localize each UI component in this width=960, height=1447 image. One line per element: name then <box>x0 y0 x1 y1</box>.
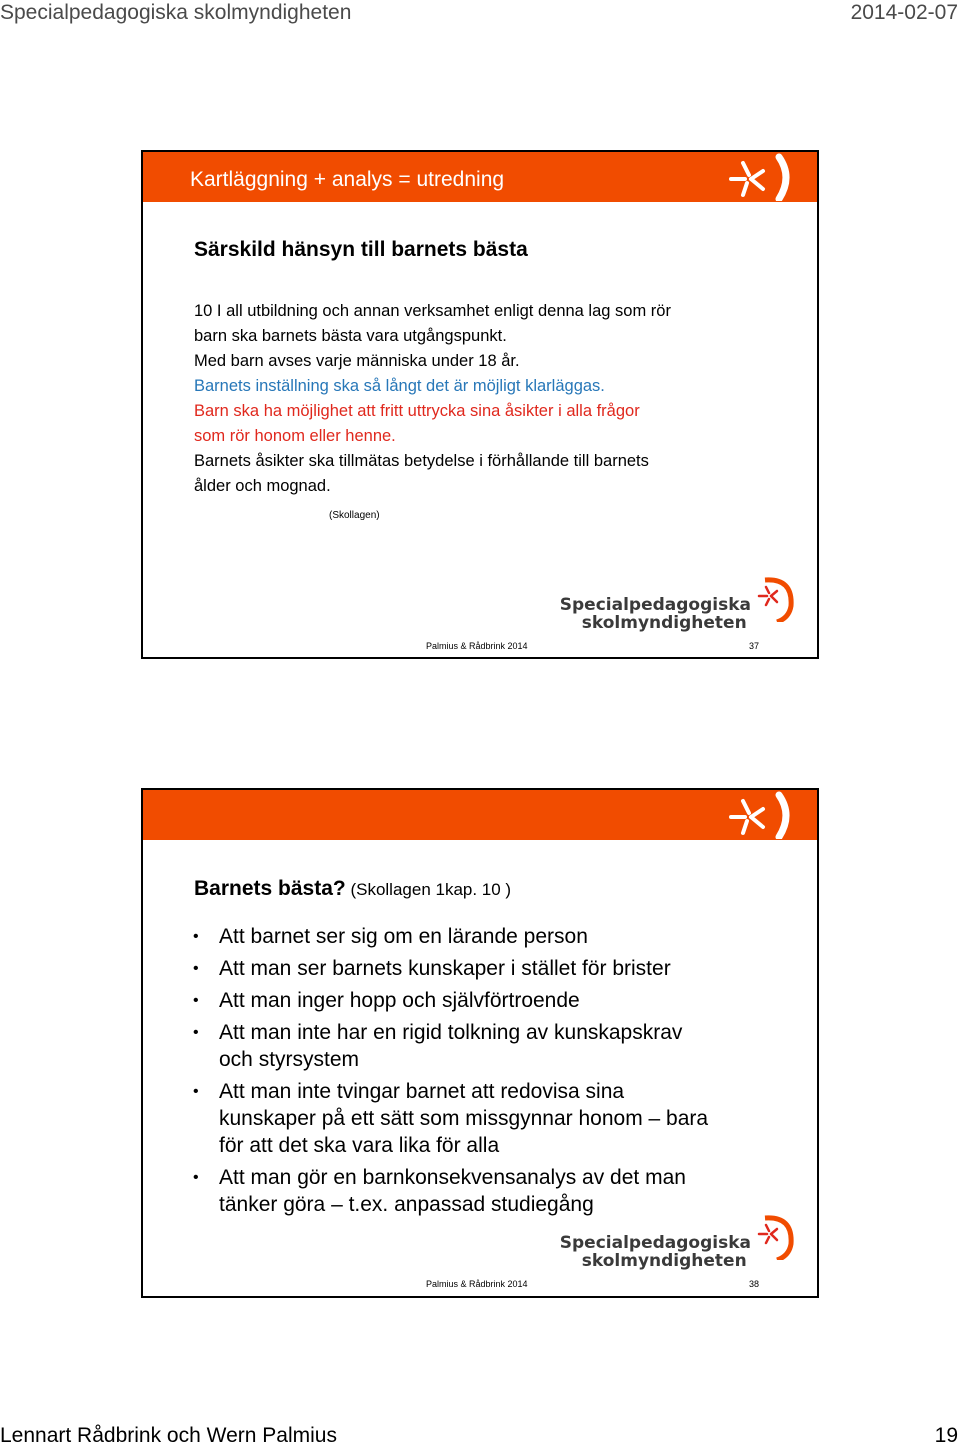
list-item <box>190 955 770 982</box>
highlight-red-line: Barn ska ha möjlighet att fritt uttrycka sina åsikter i alla frågor <box>194 402 640 420</box>
slide-number: 38 <box>749 1279 760 1289</box>
bullet-icon: • <box>193 960 199 977</box>
header-date: 2014-02-07 <box>850 1 958 24</box>
text-line: barn ska barnets bästa vara utgångspunkt. <box>194 327 507 345</box>
slide-heading: Särskild hänsyn till barnets bästa <box>194 238 528 261</box>
title-band <box>143 790 817 840</box>
slide-title: Kartläggning + analys = utredning <box>190 168 505 191</box>
logo-text-line2: skolmyndigheten <box>581 1251 747 1271</box>
bullet-icon: • <box>193 928 199 945</box>
logo-arc-icon <box>737 576 797 622</box>
bullet-icon: • <box>193 1024 199 1041</box>
list-item <box>190 987 770 1014</box>
highlight-red-line: som rör honom eller henne. <box>194 427 396 445</box>
slide-37 <box>141 150 819 659</box>
bullet-icon: • <box>193 1083 199 1100</box>
law-text <box>194 299 784 499</box>
page-footer <box>0 1424 960 1447</box>
logo-text-line1: Specialpedagogiska <box>559 595 751 615</box>
list-item-text: Att barnet ser sig om en lärande person <box>219 925 588 948</box>
list-item-text: Att man gör en barnkonsekvensanalys av det man <box>219 1166 686 1189</box>
slide-38 <box>141 788 819 1298</box>
list-item-text: och styrsystem <box>219 1048 360 1071</box>
list-item <box>190 1019 770 1073</box>
text-line: ålder och mognad. <box>194 477 331 495</box>
list-item <box>190 1078 770 1159</box>
list-item-text: Att man ser barnets kunskaper i stället för brister <box>219 957 671 980</box>
header-organization: Specialpedagogiska skolmyndigheten <box>0 1 352 24</box>
list-item <box>190 1164 770 1218</box>
slide-number: 37 <box>749 641 760 651</box>
star-bracket-icon <box>727 791 799 839</box>
text-line: Barnets åsikter ska tillmätas betydelse i förhållande till barnets <box>194 452 649 470</box>
logo-arc-icon <box>737 1214 797 1260</box>
text-line: 10 I all utbildning och annan verksamhet enligt denna lag som rör <box>194 302 671 320</box>
star-bracket-icon <box>727 153 799 201</box>
heading-reference: (Skollagen 1kap. 10 ) <box>345 880 512 899</box>
slide-heading <box>194 876 511 903</box>
page-header <box>0 0 960 26</box>
organization-logo <box>560 1220 797 1270</box>
list-item-text: Att man inte har en rigid tolkning av kunskapskrav <box>219 1021 683 1044</box>
list-item-text: tänker göra – t.ex. anpassad studiegång <box>219 1193 594 1216</box>
logo-text-line2: skolmyndigheten <box>581 613 747 633</box>
heading-bold: Barnets bästa? <box>194 877 346 900</box>
highlight-blue-line: Barnets inställning ska så långt det är möjligt klarläggas. <box>194 377 605 395</box>
bullet-icon: • <box>193 1169 199 1186</box>
footer-authors: Lennart Rådbrink och Wern Palmius <box>0 1424 337 1447</box>
citation: (Skollagen) <box>329 510 380 521</box>
text-line: Med barn avses varje människa under 18 år. <box>194 352 520 370</box>
logo-text-line1: Specialpedagogiska <box>559 1233 751 1253</box>
list-item-text: Att man inger hopp och självförtroende <box>219 989 580 1012</box>
list-item-text: kunskaper på ett sätt som missgynnar honom – bara <box>219 1107 709 1130</box>
slide-author: Palmius & Rådbrink 2014 <box>426 1279 528 1289</box>
list-item-text: Att man inte tvingar barnet att redovisa sina <box>219 1080 625 1103</box>
organization-logo <box>560 582 797 632</box>
slide-author: Palmius & Rådbrink 2014 <box>426 641 528 651</box>
list-item <box>190 923 770 950</box>
title-band <box>143 152 817 202</box>
bullet-list <box>190 923 770 1223</box>
footer-page-number: 19 <box>934 1424 958 1447</box>
bullet-icon: • <box>193 992 199 1009</box>
list-item-text: för att det ska vara lika för alla <box>219 1134 500 1157</box>
